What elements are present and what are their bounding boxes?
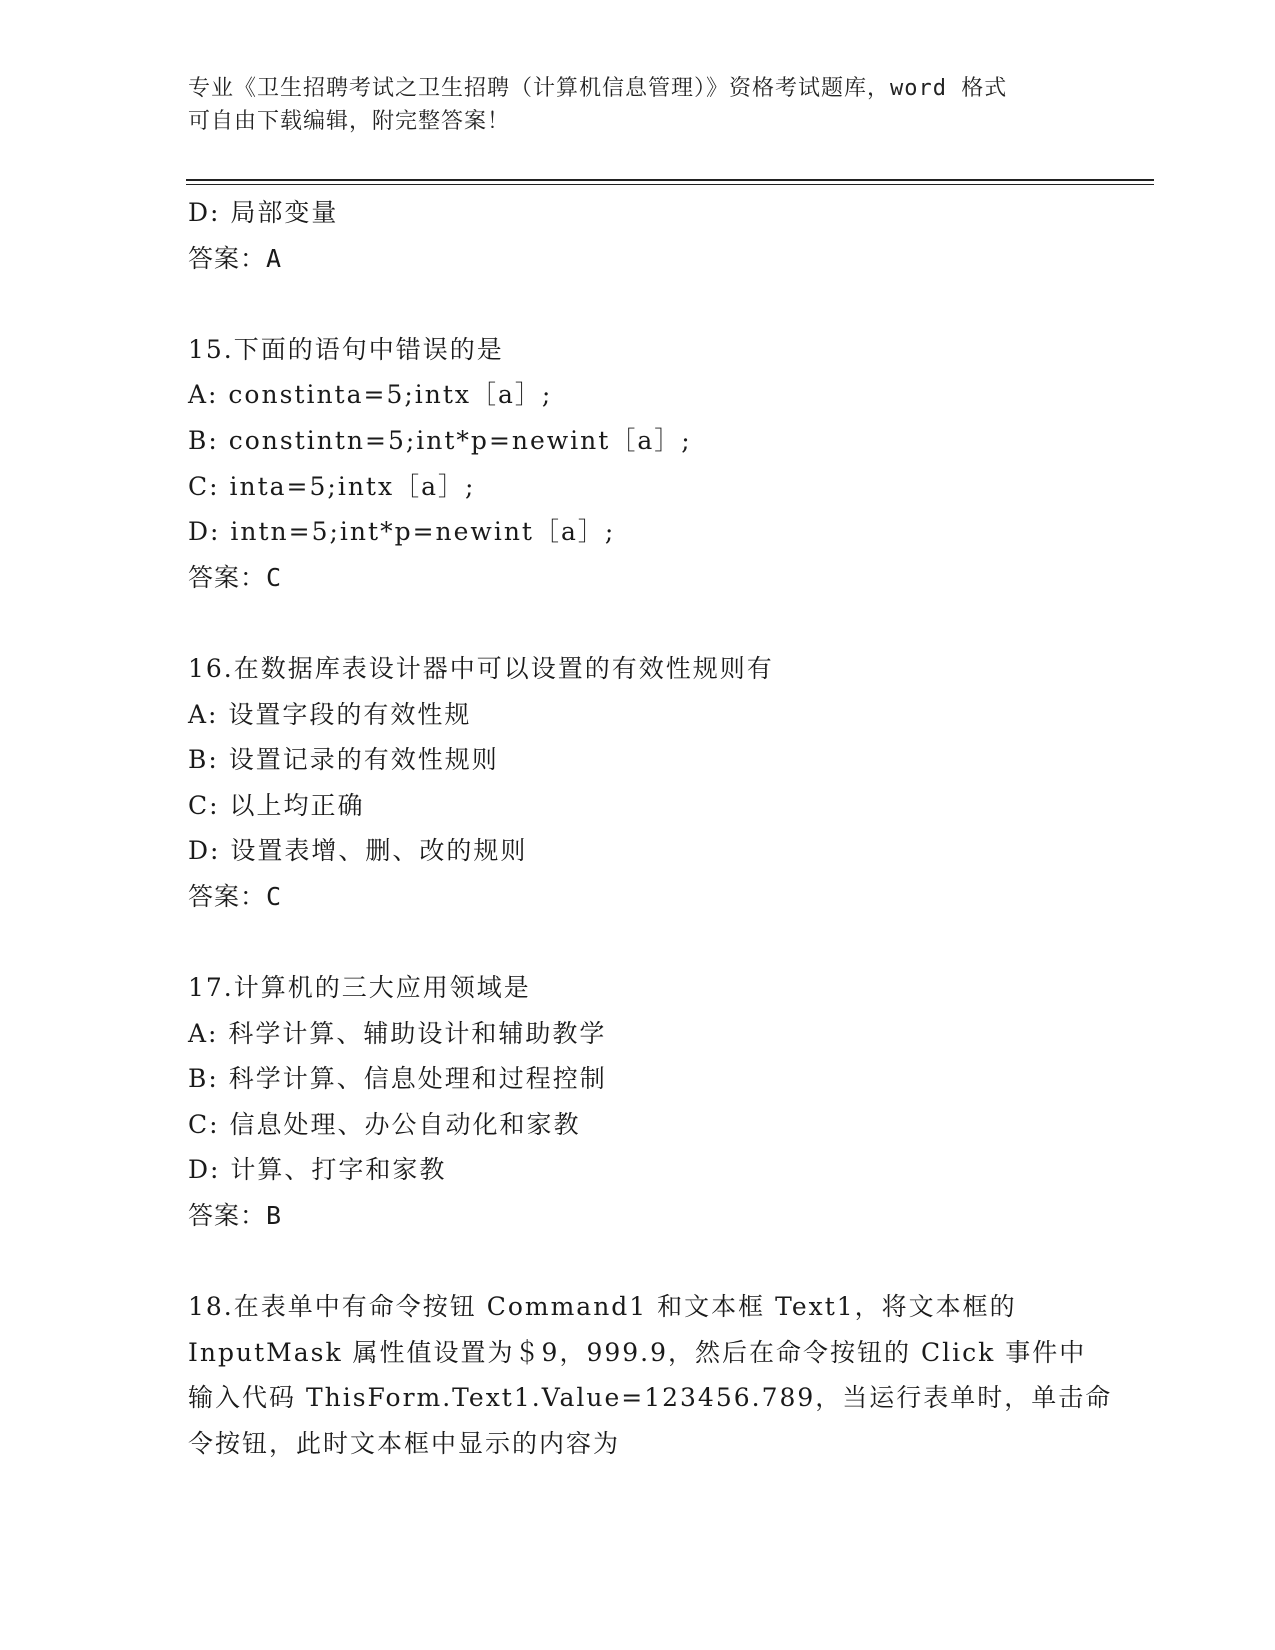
question-stem-line-4: 令按钮，此时文本框中显示的内容为: [188, 1429, 621, 1459]
option-c: C: 信息处理、办公自动化和家教: [188, 1109, 581, 1139]
option-d: D: 局部变量: [188, 198, 339, 227]
previous-question-tail: [188, 190, 1088, 281]
option-c: C: inta=5;intx［a］;: [188, 471, 476, 501]
option-d: D: intn=5;int*p=newint［a］;: [188, 517, 616, 547]
question-17: [188, 965, 1088, 1239]
question-18: [188, 1284, 1113, 1466]
question-stem-line-3: 输入代码 ThisForm.Text1.Value=123456.789，当运行表单时，单击命: [188, 1383, 1113, 1413]
header-title-line-1: 专业《卫生招聘考试之卫生招聘（计算机信息管理）》资格考试题库，word 格式: [188, 76, 1008, 101]
option-b: B: 设置记录的有效性规则: [188, 745, 499, 775]
option-d: D: 设置表增、删、改的规则: [188, 836, 528, 866]
answer-line: 答案：A: [188, 243, 283, 273]
answer-line: 答案：C: [188, 562, 283, 592]
spacer: [188, 600, 1088, 646]
header-title-line-2: 可自由下载编辑，附完整答案！: [188, 109, 511, 134]
spacer: [188, 281, 1088, 327]
question-15: [188, 327, 1088, 601]
document-header: [188, 72, 1088, 138]
question-stem: 15.下面的语句中错误的是: [188, 334, 504, 364]
question-16: [188, 646, 1088, 920]
spacer: [188, 1239, 1088, 1285]
answer-line: 答案：B: [188, 1201, 283, 1231]
question-stem-line-1: 18.在表单中有命令按钮 Command1 和文本框 Text1，将文本框的: [188, 1292, 1017, 1322]
spacer: [188, 920, 1088, 966]
header-divider-thick: [186, 179, 1154, 181]
option-a: A: 科学计算、辅助设计和辅助教学: [188, 1018, 607, 1048]
option-a: A: 设置字段的有效性规: [188, 699, 472, 729]
option-d: D: 计算、打字和家教: [188, 1155, 447, 1185]
option-b: B: constintn=5;int*p=newint［a］;: [188, 425, 692, 455]
header-divider-thin: [186, 184, 1154, 185]
question-stem: 16.在数据库表设计器中可以设置的有效性规则有: [188, 653, 774, 683]
question-content: [188, 190, 1113, 1467]
question-stem-line-2: InputMask 属性值设置为＄9，999.9，然后在命令按钮的 Click 事件中: [188, 1337, 1087, 1367]
option-a: A: constinta=5;intx［a］;: [188, 380, 553, 410]
option-c: C: 以上均正确: [188, 790, 365, 820]
question-stem: 17.计算机的三大应用领域是: [188, 973, 531, 1003]
option-b: B: 科学计算、信息处理和过程控制: [188, 1064, 607, 1094]
answer-line: 答案：C: [188, 881, 283, 911]
